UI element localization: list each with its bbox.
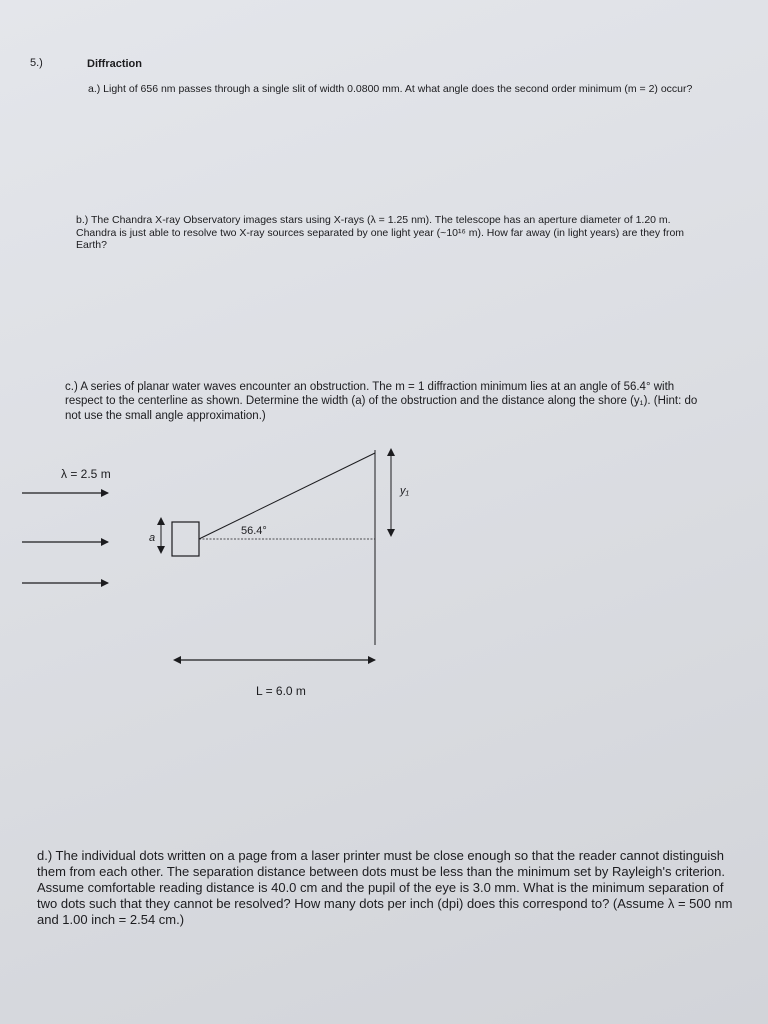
distance-label: L = 6.0 m [256,684,306,698]
a-label: a [149,532,156,544]
section-title: Diffraction [87,58,142,70]
part-d-text: d.) The individual dots written on a page from a laser printer must be close enough so that the reader cannot distinguish them from each other. The separation distance between dots must be less than the minimum set by Rayleigh's criterion. Assume comfortable reading distance is 40.0 cm and the pupil of the eye is 3.0 mm. What is the minimum separation of two dots such that they cannot be resolved? How many dots per inch (dpi) does this correspond to? (Assume λ = 500 nm and 1.00 inch = 2.54 cm.) [37,848,733,928]
incoming-wave-arrows [22,493,108,583]
obstruction-box [172,522,199,556]
part-a-text: a.) Light of 656 nm passes through a single slit of width 0.0800 mm. At what angle does the second order minimum (m = 2) occur? [88,83,693,95]
part-c-text: c.) A series of planar water waves encounter an obstruction. The m = 1 diffraction minimum lies at an angle of 56.4° with respect to the centerline as shown. Determine the width (a) of the obstruction and the distance along the shore (y₁). (Hint: do not use the small angle approximation.) [65,381,698,422]
diffraction-ray [199,453,375,539]
part-b-text: b.) The Chandra X-ray Observatory images stars using X-rays (λ = 1.25 nm). The telescope has an aperture diameter of 1.20 m. Chandra is just able to resolve two X-ray sources separated by one light year (~10¹⁶ m). How far away (in light years) are they from Earth? [76,214,685,252]
question-number: 5.) [30,57,43,69]
y1-label: y₁ [400,485,409,497]
angle-label: 56.4° [241,525,267,537]
wavelength-label: λ = 2.5 m [61,467,111,481]
